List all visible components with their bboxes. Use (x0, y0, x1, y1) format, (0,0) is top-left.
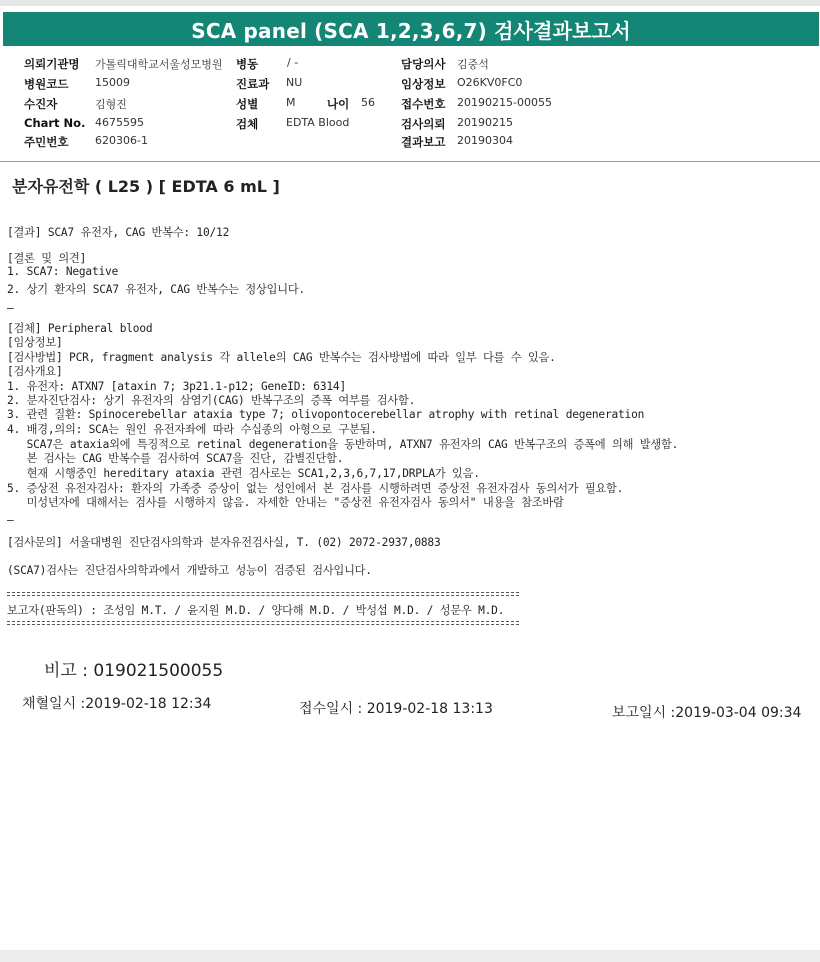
conclusion-line-1: 1. SCA7: Negative (7, 265, 119, 278)
patient-value: 김형진 (95, 98, 127, 111)
overview-item-3: 3. 관련 질환: Spinocerebellar ataxia type 7; olivopontocerebellar atrophy with retinal degeneration (7, 408, 645, 421)
clinical-line: [임상정보] (7, 336, 63, 349)
report-label: 결과보고 (401, 135, 446, 149)
overview-item-5a: 미성년자에 대해서는 검사를 시행하지 않음. 자세한 안내는 "증상전 유전자검사 동의서" 내용을 참조바람 (7, 496, 564, 509)
reported-datetime: 보고일시 :2019-03-04 09:34 (612, 705, 802, 721)
overview-heading: [검사개요] (7, 365, 63, 378)
method-line: [검사방법] PCR, fragment analysis 각 allele의 CAG 반복수는 검사방법에 따라 일부 다를 수 있음. (7, 351, 556, 364)
request-value: 20190215 (457, 116, 513, 129)
report-title: SCA panel (SCA 1,2,3,6,7) 검사결과보고서 (191, 18, 631, 43)
result-line: [결과] SCA7 유전자, CAG 반복수: 10/12 (7, 226, 230, 239)
bottom-strip (0, 950, 820, 962)
header-row-1 (0, 56, 820, 76)
institution-label: 의뢰기관명 (24, 57, 80, 71)
separator-2: — (7, 514, 14, 527)
section-title: 분자유전학 ( L25 ) [ EDTA 6 mL ] (12, 177, 280, 196)
separator-1: — (7, 302, 14, 315)
header-row-4 (0, 116, 820, 136)
resident-label: 주민번호 (24, 135, 69, 149)
conclusion-line-2: 2. 상기 환자의 SCA7 유전자, CAG 반복수는 정상입니다. (7, 283, 305, 296)
top-strip (0, 0, 820, 6)
overview-item-5: 5. 증상전 유전자검사: 환자의 가족중 증상이 없는 성인에서 본 검사를 시행하려면 증상전 유전자검사 동의서가 필요함. (7, 482, 624, 495)
sex-value: M (286, 96, 296, 109)
collected-datetime: 채혈일시 :2019-02-18 12:34 (22, 696, 212, 712)
clinical-label: 임상정보 (401, 77, 446, 91)
dept-value: NU (286, 76, 303, 89)
report-value: 20190304 (457, 134, 513, 147)
specimen-value: EDTA Blood (286, 116, 350, 129)
chart-label: Chart No. (24, 116, 86, 130)
specimen-label: 검체 (236, 117, 259, 131)
dashed-rule-top (7, 592, 519, 593)
dashed-rule-bottom (7, 621, 519, 622)
age-label: 나이 (327, 97, 350, 111)
hospital-code-label: 병원코드 (24, 77, 69, 91)
inquiry-line: [검사문의] 서울대병원 진단검사의학과 분자유전검사실, T. (02) 2072-2937,0883 (7, 536, 441, 549)
header-divider (0, 161, 820, 162)
specimen-line: [검체] Peripheral blood (7, 322, 153, 335)
receipt-label: 접수번호 (401, 97, 446, 111)
dashed-rule-top-2 (7, 595, 519, 596)
received-datetime: 접수일시 : 2019-02-18 13:13 (299, 701, 493, 717)
hospital-code-value: 15009 (95, 76, 130, 89)
conclusion-heading: [결론 및 의견] (7, 252, 87, 265)
report-title-bar (3, 12, 819, 46)
header-row-5 (0, 134, 820, 154)
institution-value: 가톨릭대학교서울성모병원 (95, 58, 223, 71)
age-value: 56 (361, 96, 375, 109)
overview-item-4c: 현재 시행중인 hereditary ataxia 관련 검사로는 SCA1,2,3,6,7,17,DRPLA가 있음. (7, 467, 480, 480)
remark-line: 비고 : 019021500055 (44, 661, 224, 681)
overview-item-2: 2. 분자진단검사: 상기 유전자의 삼염기(CAG) 반복구조의 증폭 여부를 검사함. (7, 394, 416, 407)
resident-value: 620306-1 (95, 134, 148, 147)
dept-label: 진료과 (236, 77, 270, 91)
patient-label: 수진자 (24, 97, 58, 111)
doctor-label: 담당의사 (401, 57, 446, 71)
request-label: 검사의뢰 (401, 117, 446, 131)
doctor-value: 김중석 (457, 58, 489, 71)
reporter-line: 보고자(판독의) : 조성임 M.T. / 윤지원 M.D. / 양다해 M.D. / 박성섭 M.D. / 성문우 M.D. (7, 604, 505, 617)
validation-note: (SCA7)검사는 진단검사의학과에서 개발하고 성능이 검증된 검사입니다. (7, 564, 372, 577)
header-row-2 (0, 76, 820, 96)
chart-value: 4675595 (95, 116, 144, 129)
overview-item-4a: SCA7은 ataxia외에 특징적으로 retinal degeneration을 동반하며, ATXN7 유전자의 CAG 반복구조의 증폭에 의해 발생함. (7, 438, 679, 451)
patient-header (0, 50, 820, 160)
overview-item-4b: 본 검사는 CAG 반복수를 검사하여 SCA7을 진단, 감별진단함. (7, 452, 344, 465)
ward-value: / - (287, 56, 299, 69)
receipt-value: 20190215-00055 (457, 96, 552, 109)
header-row-3 (0, 96, 820, 116)
overview-item-1: 1. 유전자: ATXN7 [ataxin 7; 3p21.1-p12; GeneID: 6314] (7, 380, 346, 393)
ward-label: 병동 (236, 57, 259, 71)
dashed-rule-bottom-2 (7, 624, 519, 625)
clinical-value: O26KV0FC0 (457, 76, 523, 89)
overview-item-4: 4. 배경,의의: SCA는 원인 유전자좌에 따라 수십종의 아형으로 구분됨. (7, 423, 377, 436)
sex-label: 성별 (236, 97, 259, 111)
